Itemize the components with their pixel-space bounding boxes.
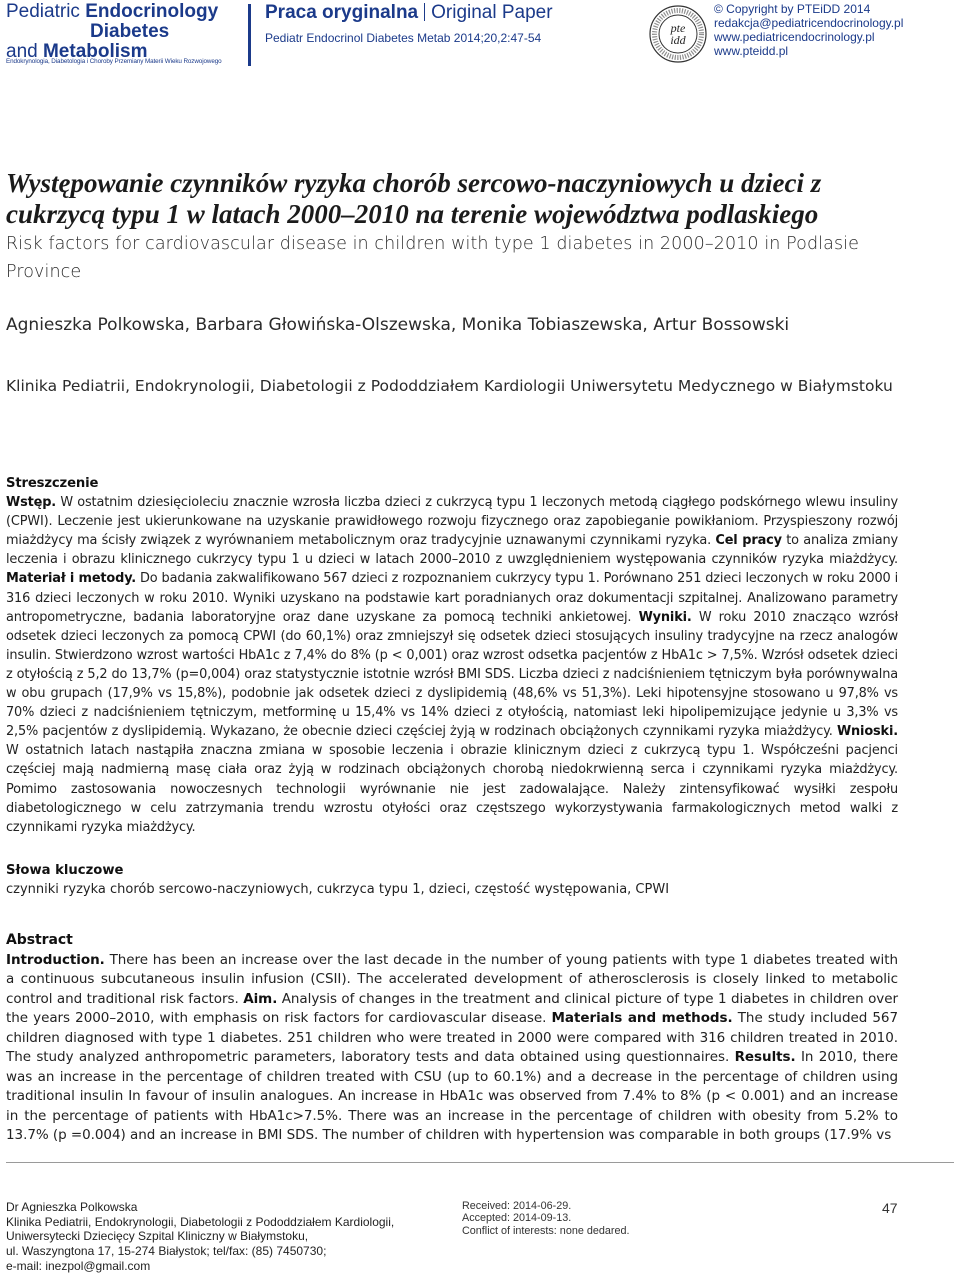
paper-type-separator [424,3,425,21]
conflict-statement: Conflict of interests: none dedared. [462,1224,630,1237]
journal-header [0,0,960,70]
section-text: The study included 567 children diagnosed with type 1 diabetes. 251 children who were treated in 2000 were compared with 316 children treated in 2010. The study analyzed anthropometric parameters, laboratory tests and data obtained using questionnaires. [6,1010,898,1065]
website-link[interactable]: www.pteidd.pl [714,44,789,58]
corr-email[interactable]: e-mail: inezpol@gmail.com [6,1258,151,1273]
abstract-en-body [6,951,898,1146]
corr-line: Klinika Pediatrii, Endokrynologii, Diabetologii z Pododdziałem Kardiologii, [6,1214,395,1229]
section-text: W ostatnim dziesięcioleciu znacznie wzrosła liczba dzieci z cukrzycą typu 1 leczonych metodą ciągłego podskórnego wlewu insuliny (CPWI). Leczenie jest ukierunkowane na uzyskanie prawidłowego rozwoju fizycznego oraz zapobieganie powikłaniom. Przyspieszony rozwój miażdżycy ma ścisły związek z wyrównaniem metabolicznym oraz tradycyjnie uznawanymi czynnikami ryzyka. [6,495,898,549]
accepted-date: Accepted: 2014-09-13. [462,1212,572,1225]
journal-title-part: and [6,41,43,62]
svg-text:pte: pte [670,21,686,35]
corr-name: Dr Agnieszka Polkowska [6,1200,138,1214]
section-label: Wyniki. [638,609,692,625]
abstract-pl-body [6,493,898,837]
section-text: W roku 2010 znacząco wzrósł odsetek dzieci leczonych za pomocą CPWI (do 60,1%) oraz zmniejszył się odsetek dzieci stosujących insuliny tradycyjne na rzecz analogów insulin. Stwierdzono wzrost wartości HbA1c z 7,4% do 8% (p < 0,001) oraz wzrost odsetka pacjentów z HbA1c > 7,5%. Wzrósł odsetek dzieci z otyłością z 5,2 do 13,7% (p=0,004) oraz statystycznie istotnie wzrósł BMI SDS. Liczba dzieci z nadciśnieniem tętniczym była porównywalna w obu grupach (17,9% vs 15,8%), podobnie jak odsetek dzieci z dyslipidemią (48,6% vs 51,3%). Leki hipotensyjne stosowano u 97,8% vs 70% dzieci z nadciśnieniem tętniczym, metforminę u 15,4% vs 14% dzieci z otyłością, natomiast leki hipolipemizujące jedynie u 3,3% vs 2,5% pacjentów z dyslipidemią. Wykazano, że obecnie dzieci częściej żyją w rodzinach obciążonych czynnikami ryzyka miażdżycy. [6,609,899,740]
section-label: Introduction. [6,951,105,968]
section-label: Results. [734,1049,796,1065]
section-text: Analysis of changes in the treatment and clinical picture of type 1 diabetes in children over the years 2000–2010, with emphasis on risk factors for cardiovascular disease. [6,990,898,1026]
section-label: Materials and methods. [551,1010,733,1026]
corr-line: Uniwersytecki Dziecięcy Szpital Kliniczny w Białymstoku, [6,1229,309,1244]
journal-title-part: Endocrinology [85,1,219,22]
journal-title-part: Pediatric [6,1,86,22]
footer-divider [6,1162,954,1163]
contact-block [714,2,903,58]
keywords [6,861,906,899]
abstract-en-heading: Abstract [6,932,73,948]
paper-type-pl: Praca oryginalna [265,2,419,23]
svg-text:idd: idd [670,33,686,47]
abstract-pl-heading: Streszczenie [6,476,99,491]
section-text: W ostatnich latach nastąpiła znaczna zmiana w sposobie leczenia i obrazie klinicznym dzieci z cukrzycą typu 1. Współcześni pacjenci częściej mają nadmierną masę ciała oraz żyją w rodzinach obciążonych chorobą niedokrwienną serca i czynnikami ryzyka miażdżycy. Pomimo zastosowania nowoczesnych technologii wyrównanie nie jest zadowalające. Należy zintensyfikować wysiłki zespołu diabetologicznego w celu zatrzymania trendu wzrostu otyłości oraz częstszego wykorzystywania farmakologicznych metod walki z czynnikami ryzyka miażdżycy. [6,743,898,835]
article-title-pl: Występowanie czynników ryzyka chorób sercowo-naczyniowych u dzieci z cukrzycą typu 1 w latach 2000–2010 na terenie województwa podlaskiego [6,168,822,229]
keywords-heading: Słowa kluczowe [6,863,124,878]
copyright: © Copyright by PTEiDD 2014 [714,2,871,16]
citation: Pediatr Endocrinol Diabetes Metab 2014;20,2:47-54 [265,31,542,45]
section-label: Wstęp. [6,495,57,511]
abstract-en [6,931,898,1146]
section-label: Cel pracy [715,533,782,549]
section-text: In 2010, there was an increase in the percentage of children treated with CSU (up to 60.1%) and a decrease in the percentage of children using traditional insulin In favour of insulin analogues. An increase in HbA1c was observed from 7.4% to 8% (p < 0.001) and an increase in the percentage of patients with HbA1c>7.5%. There was an increase in the percentage of children with obesity from 5.2% to 13.7% (p =0.004) and an increase in BMI SDS. The number of children with hypertension was comparable in both groups (17.9% vs [6,1049,899,1143]
page-number: 47 [882,1200,898,1216]
section-text: Do badania zakwalifikowano 567 dzieci z rozpoznaniem cukrzycy typu 1. Porównano 251 dzieci leczonych w roku 2000 i 316 dzieci leczonych w roku 2010. Wyniki uzyskano na podstawie kart poradnianych oraz dokumentacji szpitalnej. Analizowano parametry antropometryczne, badania laboratoryjne oraz dane uzyskane za pomocą techniki ankietowej. [6,571,899,625]
correspondence [6,1200,446,1274]
abstract-pl [6,474,898,837]
society-logo [648,4,708,64]
keywords-list: czynniki ryzyka chorób sercowo-naczyniowych, cukrzyca typu 1, dzieci, częstość występowania, CPWI [6,882,670,897]
journal-title-part: Diabetes [90,21,170,42]
article-title-en: Risk factors for cardiovascular disease in children with type 1 diabetes in 2000–2010 in Podlasie Province [6,234,860,282]
received-date: Received: 2014-06-29. [462,1200,572,1212]
section-label: Materiał i metody. [6,571,137,587]
paper-type-en: Original Paper [431,2,553,23]
authors: Agnieszka Polkowska, Barbara Głowińska-Olszewska, Monika Tobiaszewska, Artur Bossowski [6,315,790,335]
header-divider [248,4,251,66]
journal-title-part: Metabolism [42,41,148,62]
article-dates [462,1200,722,1237]
section-label: Aim. [243,990,278,1007]
corr-line: ul. Waszyngtona 17, 15-274 Białystok; tel/fax: (85) 7450730; [6,1244,327,1259]
contact-email[interactable]: redakcja@pediatricendocrinology.pl [714,16,904,30]
website-link[interactable]: www.pediatricendocrinology.pl [714,30,875,44]
affiliation: Klinika Pediatrii, Endokrynologii, Diabetologii z Pododdziałem Kardiologii Uniwersytetu Medycznego w Białymstoku [6,377,893,395]
section-text: to analiza zmiany leczenia i obrazu klinicznego cukrzycy typu 1 u dzieci w latach 2000–2010 z uwzględnieniem występowania czynników ryzyka miażdżycy. [6,533,898,568]
section-label: Wnioski. [836,724,898,740]
journal-title [6,2,241,62]
section-text: There has been an increase over the last decade in the number of young patients with type 1 diabetes treated with a continuous subcutaneous insulin infusion (CSII). The accelerated development of atherosclerosis is closely linked to metabolic control and traditional risk factors. [6,951,898,1007]
journal-subtitle: Endokrynologia, Diabetologia i Choroby Przemiany Materii Wieku Rozwojowego [6,58,222,65]
paper-type [265,2,553,24]
